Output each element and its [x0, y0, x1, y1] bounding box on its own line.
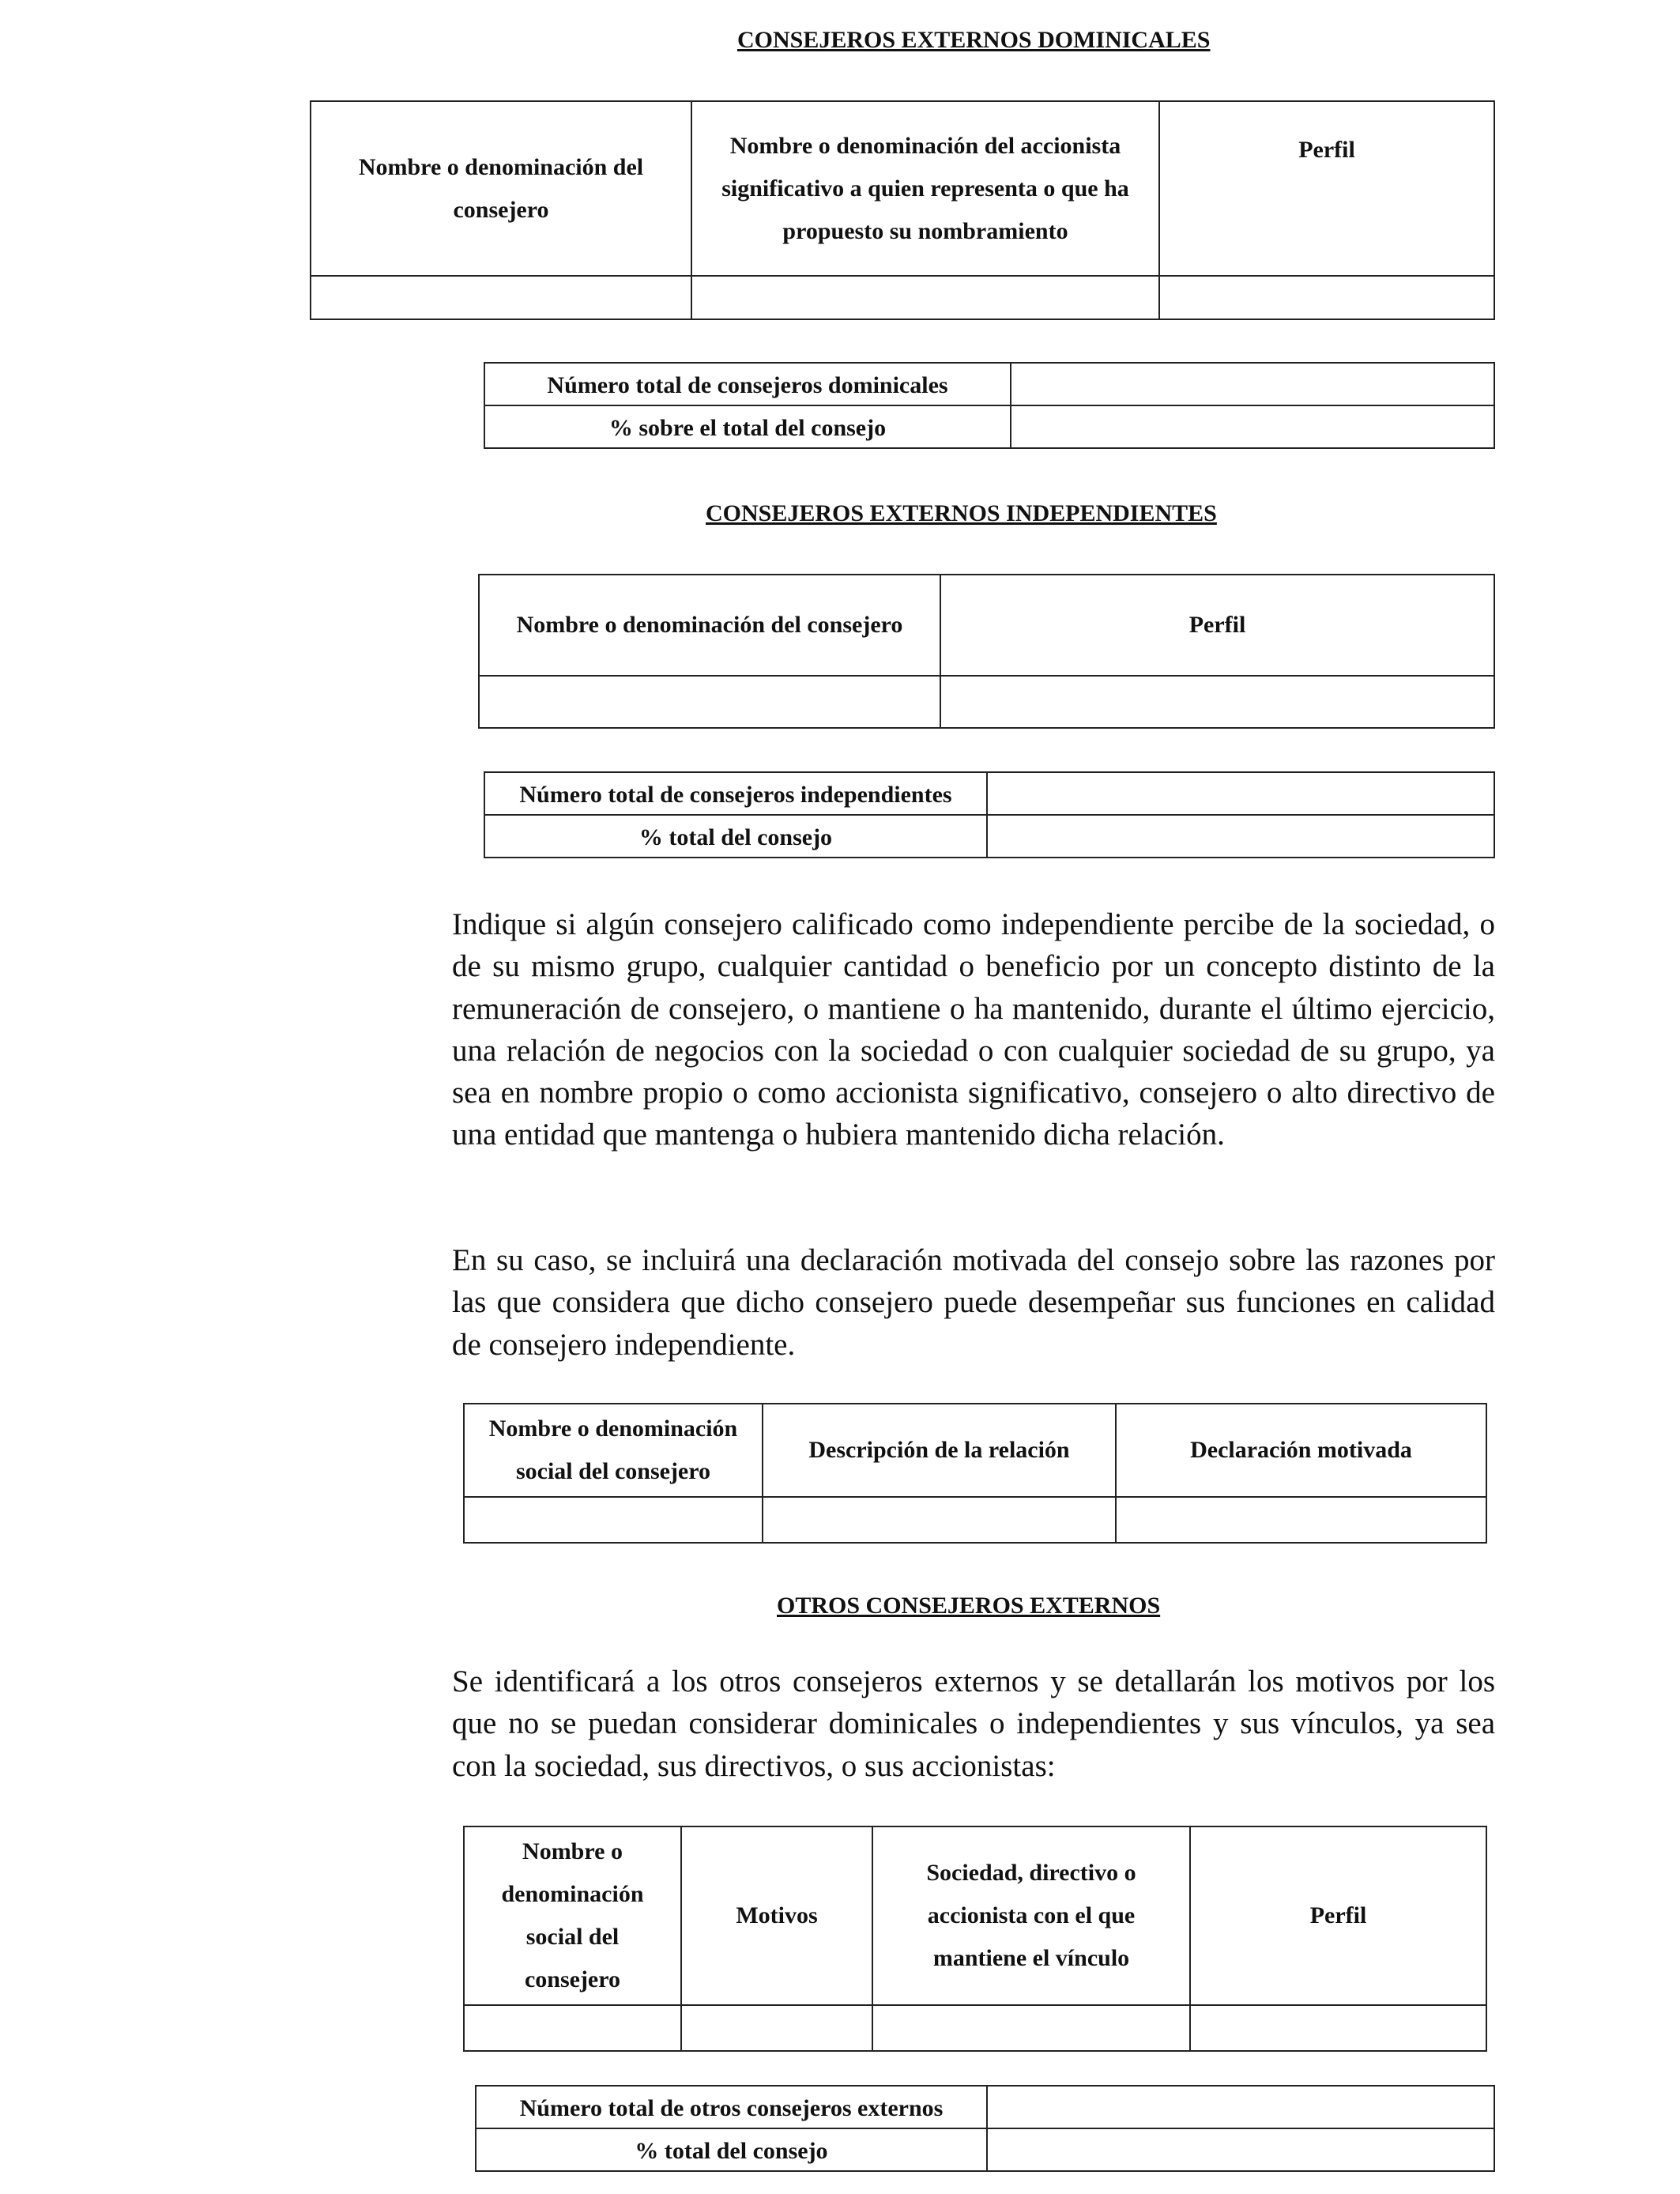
summary-label: Número total de consejeros independientes: [484, 772, 987, 815]
motivated-declaration-paragraph: En su caso, se incluirá una declaración motivada del consejo sobre las razones por las que considera que dicho consejero puede desempeñar sus funciones en calidad de consejero independiente.: [452, 1243, 1495, 1362]
table-cell: [763, 1497, 1116, 1543]
table-cell: [872, 2005, 1190, 2051]
header-cell: Declaración motivada: [1116, 1404, 1486, 1497]
table-cell: [479, 676, 940, 728]
independientes-relation-table: [463, 1403, 1487, 1544]
table-row: [464, 2005, 1486, 2051]
table-cell: [311, 276, 691, 319]
table-cell: [1190, 2005, 1486, 2051]
table-row: [311, 276, 1494, 319]
header-cell: Perfil: [940, 575, 1494, 676]
summary-label: % total del consejo: [484, 815, 987, 858]
table-cell: [940, 676, 1494, 728]
otros-summary-table: [475, 2085, 1495, 2172]
summary-label: Número total de consejeros dominicales: [484, 363, 1011, 405]
table-cell: [464, 1497, 763, 1543]
independence-question-paragraph: Indique si algún consejero calificado como independiente percibe de la sociedad, o de su mismo grupo, cualquier cantidad o beneficio por un concepto distinto de la remuneración de consejero, o mantiene o ha mantenido, durante el último ejercicio, una relación de negocios con la sociedad o con cualquier sociedad de su grupo, ya sea en nombre propio o como accionista significativo, consejero o alto directivo de una entidad que mantenga o hubiera mantenido dicha relación.: [452, 907, 1495, 1152]
summary-label: % total del consejo: [476, 2128, 987, 2171]
otros-table: [463, 1826, 1487, 2052]
dominicales-summary-table: [484, 362, 1495, 449]
summary-value: [1011, 405, 1494, 448]
independientes-summary-table: [484, 771, 1495, 858]
header-cell: Sociedad, directivo o accionista con el que mantiene el vínculo: [872, 1826, 1190, 2005]
summary-label: % sobre el total del consejo: [484, 405, 1011, 448]
section-title-otros: OTROS CONSEJEROS EXTERNOS: [777, 1593, 1161, 1619]
table-row: [479, 676, 1494, 728]
table-cell: [1116, 1497, 1486, 1543]
header-cell: Nombre o denominación del accionista significativo a quien representa o que ha propuesto su nombramiento: [691, 101, 1159, 276]
section-title-independientes: CONSEJEROS EXTERNOS INDEPENDIENTES: [706, 500, 1217, 526]
summary-value: [987, 2086, 1494, 2128]
table-cell: [1159, 276, 1494, 319]
dominicales-table: [310, 100, 1495, 320]
header-cell: Motivos: [681, 1826, 872, 2005]
table-row: [464, 1497, 1486, 1543]
summary-label: Número total de otros consejeros externos: [476, 2086, 987, 2128]
table-cell: [681, 2005, 872, 2051]
header-cell: Nombre o denominación social del consejero: [464, 1404, 763, 1497]
section-title-dominicales: CONSEJEROS EXTERNOS DOMINICALES: [737, 27, 1211, 53]
summary-value: [987, 2128, 1494, 2171]
independientes-table: [478, 574, 1495, 729]
otros-intro-paragraph: Se identificará a los otros consejeros externos y se detallarán los motivos por los que no se puedan considerar dominicales o independientes y sus vínculos, ya sea con la sociedad, sus directivos, o sus accionistas:: [452, 1664, 1495, 1783]
summary-value: [1011, 363, 1494, 405]
header-cell: Perfil: [1190, 1826, 1486, 2005]
header-cell: Nombre o denominación del consejero: [311, 101, 691, 276]
summary-value: [987, 815, 1494, 858]
table-cell: [691, 276, 1159, 319]
summary-value: [987, 772, 1494, 815]
table-cell: [464, 2005, 681, 2051]
header-cell: Nombre o denominación del consejero: [479, 575, 940, 676]
header-cell: Nombre o denominación social del consejero: [464, 1826, 681, 2005]
header-cell: Descripción de la relación: [763, 1404, 1116, 1497]
header-cell: Perfil: [1159, 101, 1494, 276]
